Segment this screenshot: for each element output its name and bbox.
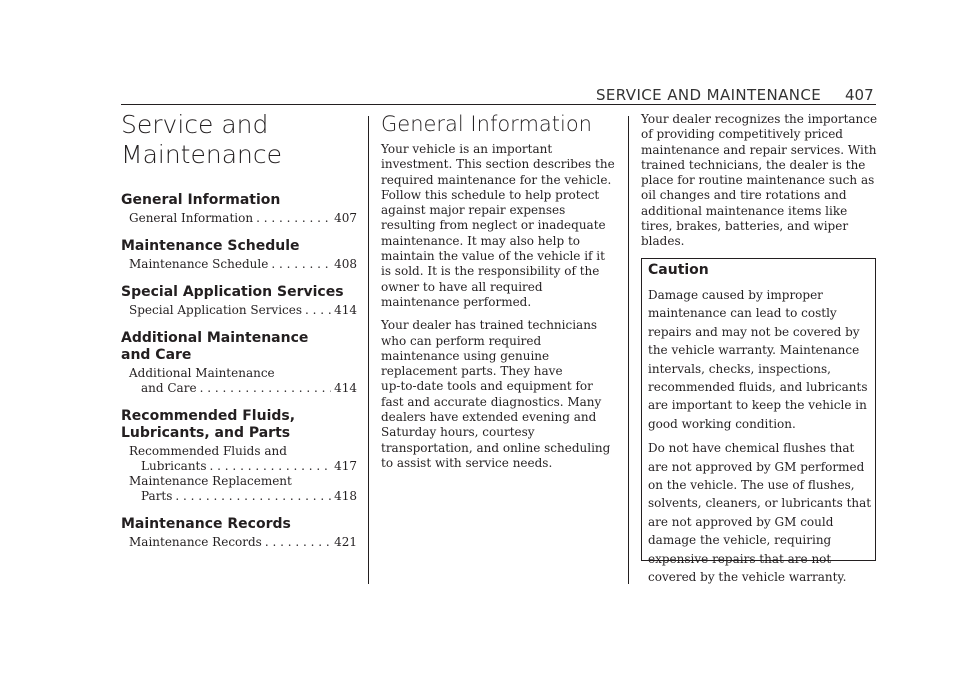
chapter-toc — [121, 110, 357, 550]
toc-heading: General Information — [121, 192, 281, 208]
toc-entry-page: 407 — [334, 211, 357, 225]
body-paragraph: Your vehicle is an important investment. This section describes the required maintenance for the vehicle. Follow this schedule to help protect against major repair expenses resulting from neglect or inadequate maintenance. It may also help to maintain the value of the vehicle if it is sold. It is the responsibility of the owner to have all required maintenance performed. — [381, 142, 615, 309]
caution-body — [648, 286, 872, 593]
toc-entry-label: Special Application Services — [129, 303, 303, 317]
toc-entry-label: Maintenance Replacement — [129, 474, 292, 488]
column-divider-2 — [628, 116, 629, 584]
toc-entry-label: Parts — [141, 489, 173, 503]
toc-heading: Maintenance Schedule — [121, 238, 300, 254]
caution-paragraph: Do not have chemical flushes that are not approved by GM performed on the vehicle. The use of flushes, solvents, cleaners, or lubricants that are not approved by GM could damage the vehicle, requiring expensive repairs that are not covered by the vehicle warranty. — [648, 441, 872, 585]
toc-section-additional-maintenance — [121, 330, 357, 396]
toc-entry-link[interactable] — [129, 535, 357, 550]
caution-heading: Caution — [648, 262, 709, 278]
running-header-title: SERVICE AND MAINTENANCE — [596, 86, 822, 104]
toc-section-maintenance-records — [121, 516, 357, 550]
toc-entry-page: 418 — [334, 489, 357, 503]
toc-section-special-application-services — [121, 284, 357, 318]
toc-heading: Special Application Services — [121, 284, 344, 300]
section-title: General Information — [381, 112, 592, 136]
body-paragraph: Your dealer recognizes the importance of providing competitively priced maintenance and repair services. With trained technicians, the dealer is the place for routine maintenance such as oil changes and tire rotations and additional maintenance items like tires, brakes, batteries, and wiper blades. — [641, 112, 878, 249]
toc-heading: Lubricants, and Parts — [121, 425, 291, 441]
toc-entry-page: 417 — [334, 459, 357, 473]
toc-entry-page: 414 — [334, 381, 357, 395]
toc-entry-link[interactable] — [129, 211, 357, 226]
toc-entry-label: General Information — [129, 211, 254, 225]
toc-entry-link[interactable] — [129, 444, 357, 474]
toc-entry-label: Additional Maintenance — [129, 366, 275, 380]
toc-entry-link[interactable] — [129, 303, 357, 318]
toc-entry-page: 408 — [334, 257, 357, 271]
toc-heading: Maintenance Records — [121, 516, 291, 532]
toc-heading: Additional Maintenance — [121, 330, 309, 346]
toc-entry-link[interactable] — [129, 474, 357, 504]
dealer-paragraph-column — [641, 112, 876, 258]
page-number: 407 — [845, 86, 874, 104]
column-divider-1 — [368, 116, 369, 584]
toc-section-general-information — [121, 192, 357, 226]
chapter-title — [121, 110, 357, 170]
toc-entry-link[interactable] — [129, 257, 357, 272]
toc-entry-label: Maintenance Schedule — [129, 257, 269, 271]
body-paragraph: Your dealer has trained technicians who can perform required maintenance using genuine replacement parts. They have up-to-date tools and equipment for fast and accurate diagnostics. Many dealers have extended evening and Saturday hours, courtesy transportation, and online scheduling to assist with service needs. — [381, 318, 611, 470]
chapter-title-line: Maintenance — [121, 140, 282, 169]
general-information-section — [381, 110, 613, 479]
toc-entry-page: 421 — [334, 535, 357, 549]
chapter-title-line: Service and — [121, 110, 269, 139]
toc-entry-label: and Care — [141, 381, 197, 395]
toc-section-maintenance-schedule — [121, 238, 357, 272]
toc-entry-link[interactable] — [129, 366, 357, 396]
toc-entry-label: Maintenance Records — [129, 535, 262, 549]
toc-entry-label: Recommended Fluids and — [129, 444, 287, 458]
header-rule — [121, 104, 876, 105]
toc-heading: Recommended Fluids, — [121, 408, 296, 424]
toc-heading: and Care — [121, 347, 192, 363]
toc-entry-label: Lubricants — [141, 459, 207, 473]
toc-section-recommended-fluids — [121, 408, 357, 504]
toc-entry-page: 414 — [334, 303, 357, 317]
caution-paragraph: Damage caused by improper maintenance can lead to costly repairs and may not be covered by the vehicle warranty. Maintenance intervals, checks, inspections, recommended fluids, and lubricants are important to keep the vehicle in good working condition. — [648, 288, 868, 431]
